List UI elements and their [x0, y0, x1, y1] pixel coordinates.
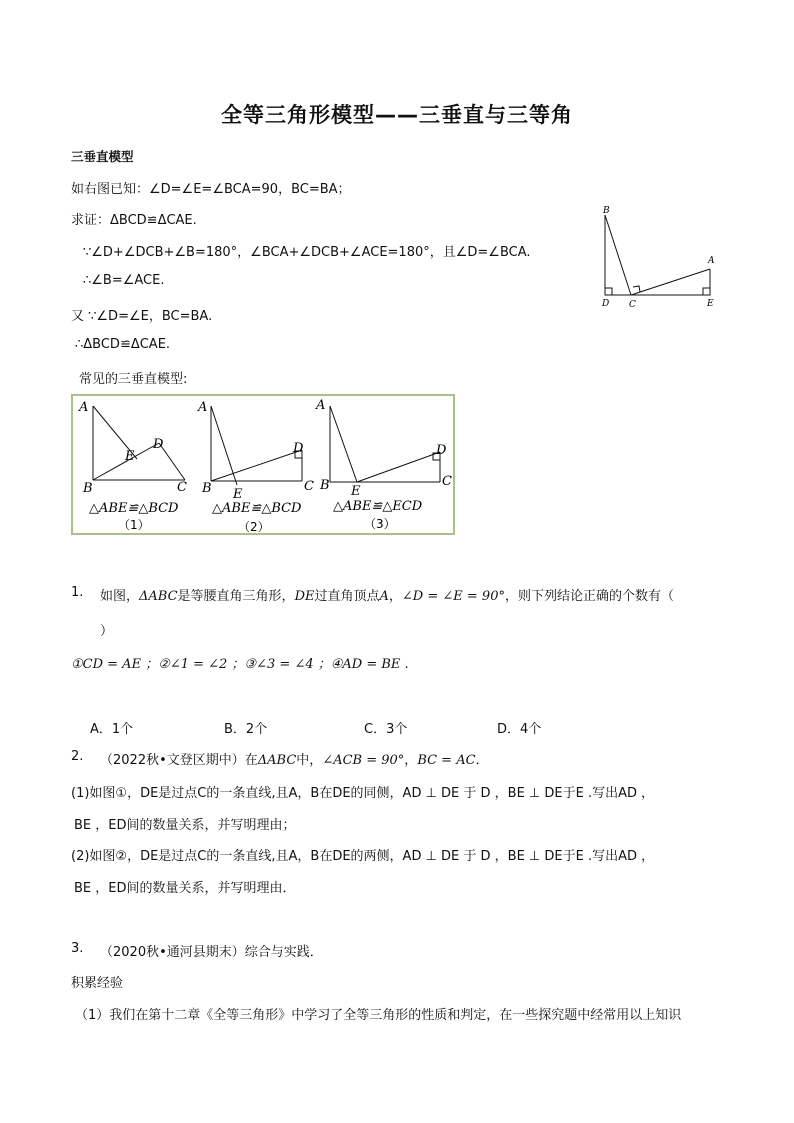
m3-caption: △ABE≌△ECD	[333, 499, 423, 514]
m2-label-b: B	[202, 481, 212, 496]
common-models-box	[71, 394, 455, 535]
q1-stem: 如图，ΔABC是等腰直角三角形，DE过直角顶点A，∠D = ∠E = 90°，则下列结论正确的个数有（	[100, 589, 674, 604]
m2-label-e: E	[233, 487, 243, 502]
three-perpendicular-figure	[590, 200, 730, 312]
q1-option-b: B．2个	[224, 722, 268, 737]
q3-subheading: 积累经验	[71, 976, 124, 991]
m3-label-d: D	[436, 443, 447, 458]
m3-number: （3）	[364, 517, 396, 531]
label-a: A	[708, 256, 715, 266]
q2-part1-line1: (1)如图①，DE是过点C的一条直线,且A，B在DE的同侧，AD ⊥ DE 于 D ，BE ⊥ DE于E .写出AD ，	[71, 786, 655, 801]
prove-line: 求证：ΔBCD≌ΔCAE.	[71, 213, 197, 228]
m3-label-e: E	[351, 484, 361, 499]
q2-part2-line1: (2)如图②，DE是过点C的一条直线,且A，B在DE的两侧，AD ⊥ DE 于 D ，BE ⊥ DE于E .写出AD ，	[71, 849, 655, 864]
section-heading: 三垂直模型	[71, 149, 134, 164]
q1-option-c: C．3个	[364, 722, 408, 737]
m1-label-e: E	[125, 449, 135, 464]
label-b: B	[603, 206, 610, 216]
q1-statements: ①CD = AE ；②∠1 = ∠2 ；③∠3 = ∠4 ；④AD = BE .	[71, 657, 409, 672]
proof-line-2: ∴∠B=∠ACE.	[83, 273, 165, 288]
m2-label-c: C	[304, 479, 314, 494]
common-models-label: 常见的三垂直模型:	[79, 372, 188, 387]
m1-label-d: D	[153, 437, 164, 452]
m3-label-c: C	[442, 474, 452, 489]
common-models-figures	[73, 396, 453, 533]
proof-line-4: ∴ΔBCD≌ΔCAE.	[75, 337, 171, 352]
proof-line-1: ∵∠D+∠DCB+∠B=180°，∠BCA+∠DCB+∠ACE=180°，且∠D=∠BCA.	[83, 245, 531, 260]
q2-stem: （2022秋•文登区期中）在ΔABC中，∠ACB = 90°，BC = AC．	[100, 753, 489, 768]
label-e: E	[707, 299, 714, 309]
m1-number: （1）	[118, 518, 150, 532]
page-title: 全等三角形模型——三垂直与三等角	[221, 103, 573, 127]
q3-number: 3.	[71, 941, 84, 956]
m1-caption: △ABE≌△BCD	[89, 501, 179, 516]
m2-label-a: A	[198, 400, 208, 415]
m2-caption: △ABE≌△BCD	[212, 501, 302, 516]
q3-stem: （2020秋•通河县期末）综合与实践．	[100, 945, 323, 960]
label-c: C	[629, 300, 636, 310]
m2-label-d: D	[293, 441, 304, 456]
proof-line-3: 又 ∵∠D=∠E，BC=BA.	[71, 309, 213, 324]
m3-label-b: B	[320, 478, 330, 493]
m2-number: （2）	[238, 520, 270, 533]
q2-part2-line2: BE ，ED间的数量关系，并写明理由．	[74, 881, 296, 896]
q1-number: 1.	[71, 585, 84, 600]
q1-option-d: D．4个	[497, 722, 542, 737]
m3-label-a: A	[316, 398, 326, 413]
q2-number: 2.	[71, 749, 84, 764]
q2-part1-line2: BE ，ED间的数量关系，并写明理由；	[74, 818, 296, 833]
m1-label-b: B	[83, 481, 93, 496]
label-d: D	[602, 299, 610, 309]
q1-option-a: A．1个	[90, 722, 134, 737]
m1-label-c: C	[177, 480, 187, 495]
m1-label-a: A	[79, 400, 89, 415]
q3-part1: （1）我们在第十二章《全等三角形》中学习了全等三角形的性质和判定，在一些探究题中经常用以上知识	[75, 1008, 682, 1023]
q1-close-paren: ）	[100, 624, 114, 639]
given-line: 如右图已知：∠D=∠E=∠BCA=90，BC=BA；	[71, 182, 351, 197]
